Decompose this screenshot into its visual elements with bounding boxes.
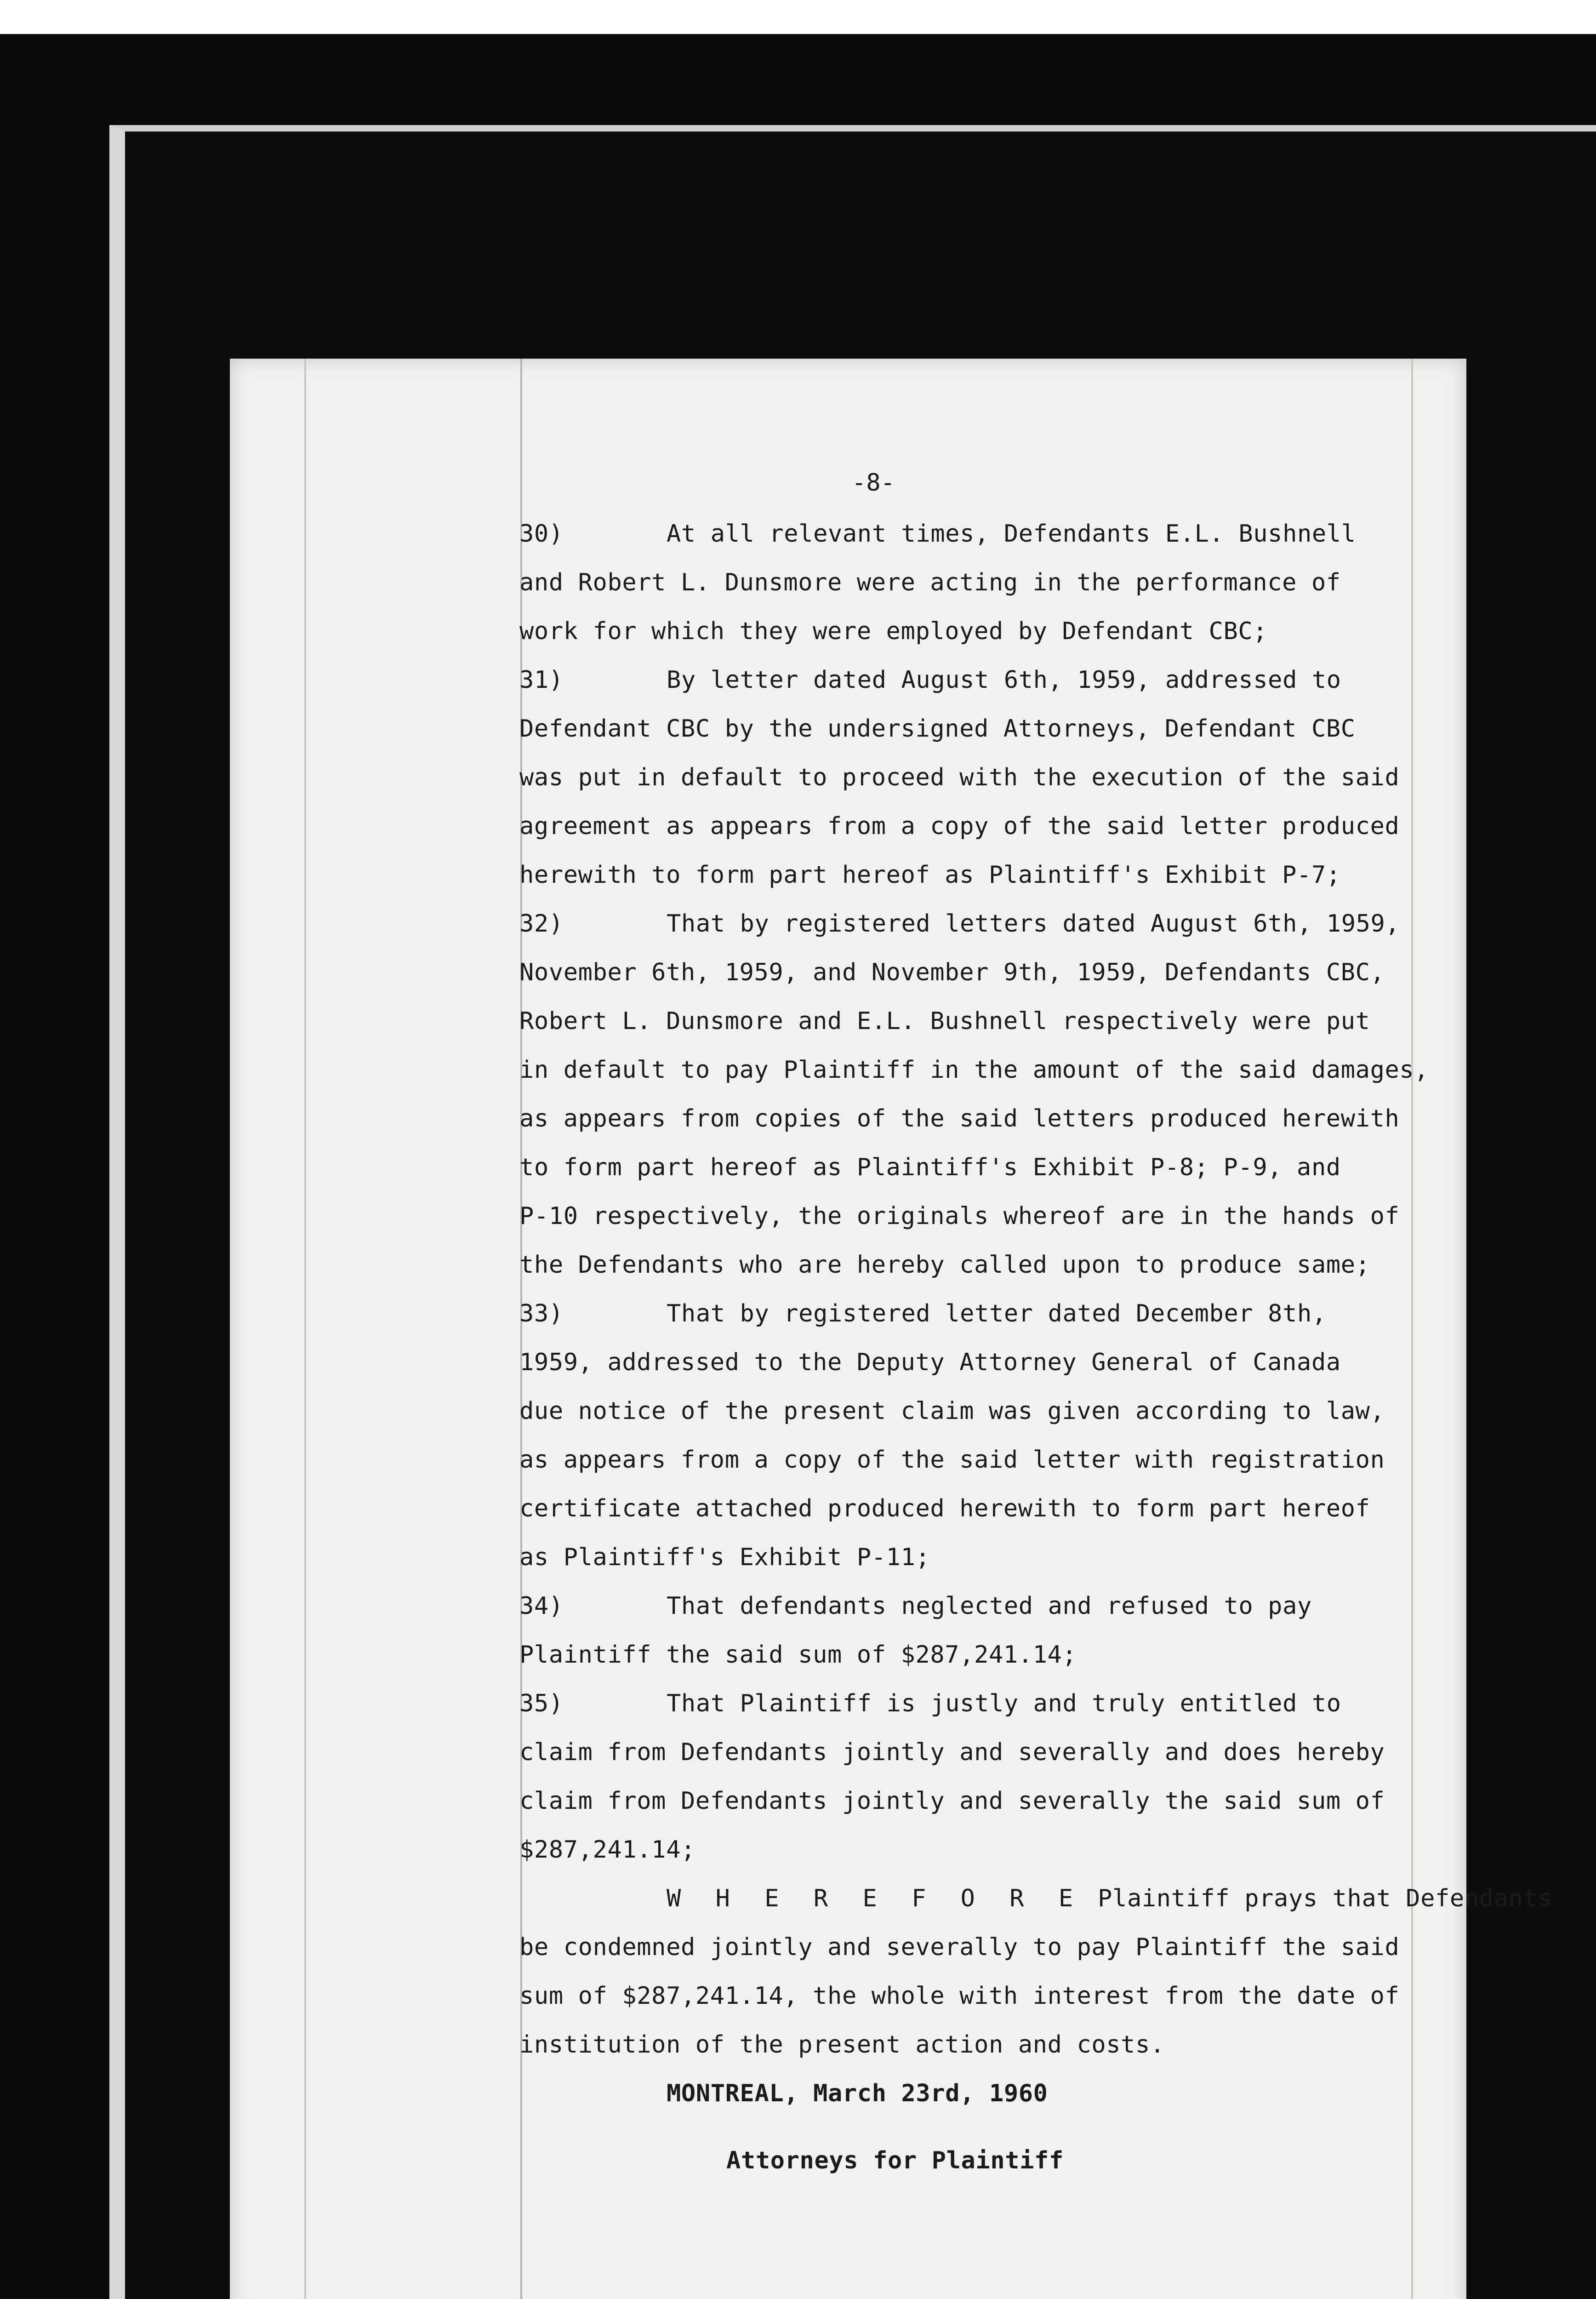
margin-rule-left <box>304 359 306 2299</box>
paragraph-line: 1959, addressed to the Deputy Attorney General of Canada <box>519 1349 1341 1376</box>
paragraph-line <box>519 899 1448 948</box>
paragraph-line: as appears from a copy of the said letter with registration <box>519 1446 1385 1474</box>
paragraph-line: Defendant CBC by the undersigned Attorneys, Defendant CBC <box>519 715 1356 743</box>
paragraph-line: and Robert L. Dunsmore were acting in the performance of <box>519 569 1341 596</box>
line-text: At all relevant times, Defendants E.L. Bushnell <box>667 520 1356 548</box>
paragraph-line <box>519 1679 1448 1728</box>
paragraph-line: herewith to form part hereof as Plaintiff's Exhibit P-7; <box>519 861 1341 889</box>
paragraph-line: as appears from copies of the said letters produced herewith <box>519 1105 1400 1132</box>
paragraph-line <box>519 509 1448 558</box>
line-text: That Plaintiff is justly and truly entitled to <box>667 1690 1341 1717</box>
wherefore-keyword: W H E R E F O R E <box>667 1885 1083 1912</box>
paragraph-number: 30) <box>519 520 564 548</box>
line-text: That defendants neglected and refused to pay <box>667 1592 1312 1620</box>
paragraph-line <box>519 1582 1448 1630</box>
body-text <box>519 509 1553 2185</box>
paragraph-line: claim from Defendants jointly and severally and does hereby <box>519 1739 1385 1766</box>
place-date <box>519 2069 1448 2118</box>
paragraph-line: agreement as appears from a copy of the said letter produced <box>519 812 1400 840</box>
signature-line: Attorneys for Plaintiff <box>726 2147 1064 2174</box>
film-top-margin <box>0 0 1596 34</box>
paragraph-line: as Plaintiff's Exhibit P-11; <box>519 1544 930 1571</box>
paragraph-line <box>519 656 1448 704</box>
paragraph-line: was put in default to proceed with the execution of the said <box>519 764 1400 791</box>
wherefore-line <box>519 1874 1553 1923</box>
paragraph-line: the Defendants who are hereby called upon to produce same; <box>519 1251 1370 1279</box>
paragraph-line: Plaintiff the said sum of $287,241.14; <box>519 1641 1077 1669</box>
paragraph-line: in default to pay Plaintiff in the amount of the said damages, <box>519 1056 1429 1084</box>
page-number: -8- <box>852 469 895 497</box>
paragraph-number: 35) <box>519 1690 564 1717</box>
document-page <box>230 359 1553 2299</box>
paragraph-number: 32) <box>519 910 564 938</box>
paragraph-line: Robert L. Dunsmore and E.L. Bushnell respectively were put <box>519 1007 1370 1035</box>
paragraph-line: P-10 respectively, the originals whereof are in the hands of <box>519 1202 1400 1230</box>
paragraph-number: 31) <box>519 666 564 694</box>
paragraph-line: be condemned jointly and severally to pay Plaintiff the said <box>519 1933 1400 1961</box>
line-text: That by registered letter dated December 8th, <box>667 1300 1327 1327</box>
line-text: That by registered letters dated August 6th, 1959, <box>667 910 1400 938</box>
paragraph-line: due notice of the present claim was given according to law, <box>519 1397 1385 1425</box>
place-date-text: MONTREAL, March 23rd, 1960 <box>667 2080 1048 2107</box>
paragraph-line: work for which they were employed by Defendant CBC; <box>519 618 1268 645</box>
line-text: By letter dated August 6th, 1959, addressed to <box>667 666 1341 694</box>
paragraph-number: 34) <box>519 1592 564 1620</box>
paragraph-line: November 6th, 1959, and November 9th, 1959, Defendants CBC, <box>519 959 1385 986</box>
line-text: Plaintiff prays that Defendants <box>1098 1885 1553 1912</box>
paragraph-line <box>519 1289 1448 1338</box>
paragraph-number: 33) <box>519 1300 564 1327</box>
paragraph-line: to form part hereof as Plaintiff's Exhibit P-8; P-9, and <box>519 1154 1341 1181</box>
paragraph-line: sum of $287,241.14, the whole with interest from the date of <box>519 1982 1400 2010</box>
paragraph-line: $287,241.14; <box>519 1836 695 1864</box>
paragraph-line: claim from Defendants jointly and severally the said sum of <box>519 1787 1385 1815</box>
paragraph-line: institution of the present action and costs. <box>519 2031 1165 2059</box>
paragraph-line: certificate attached produced herewith to form part hereof <box>519 1495 1370 1522</box>
